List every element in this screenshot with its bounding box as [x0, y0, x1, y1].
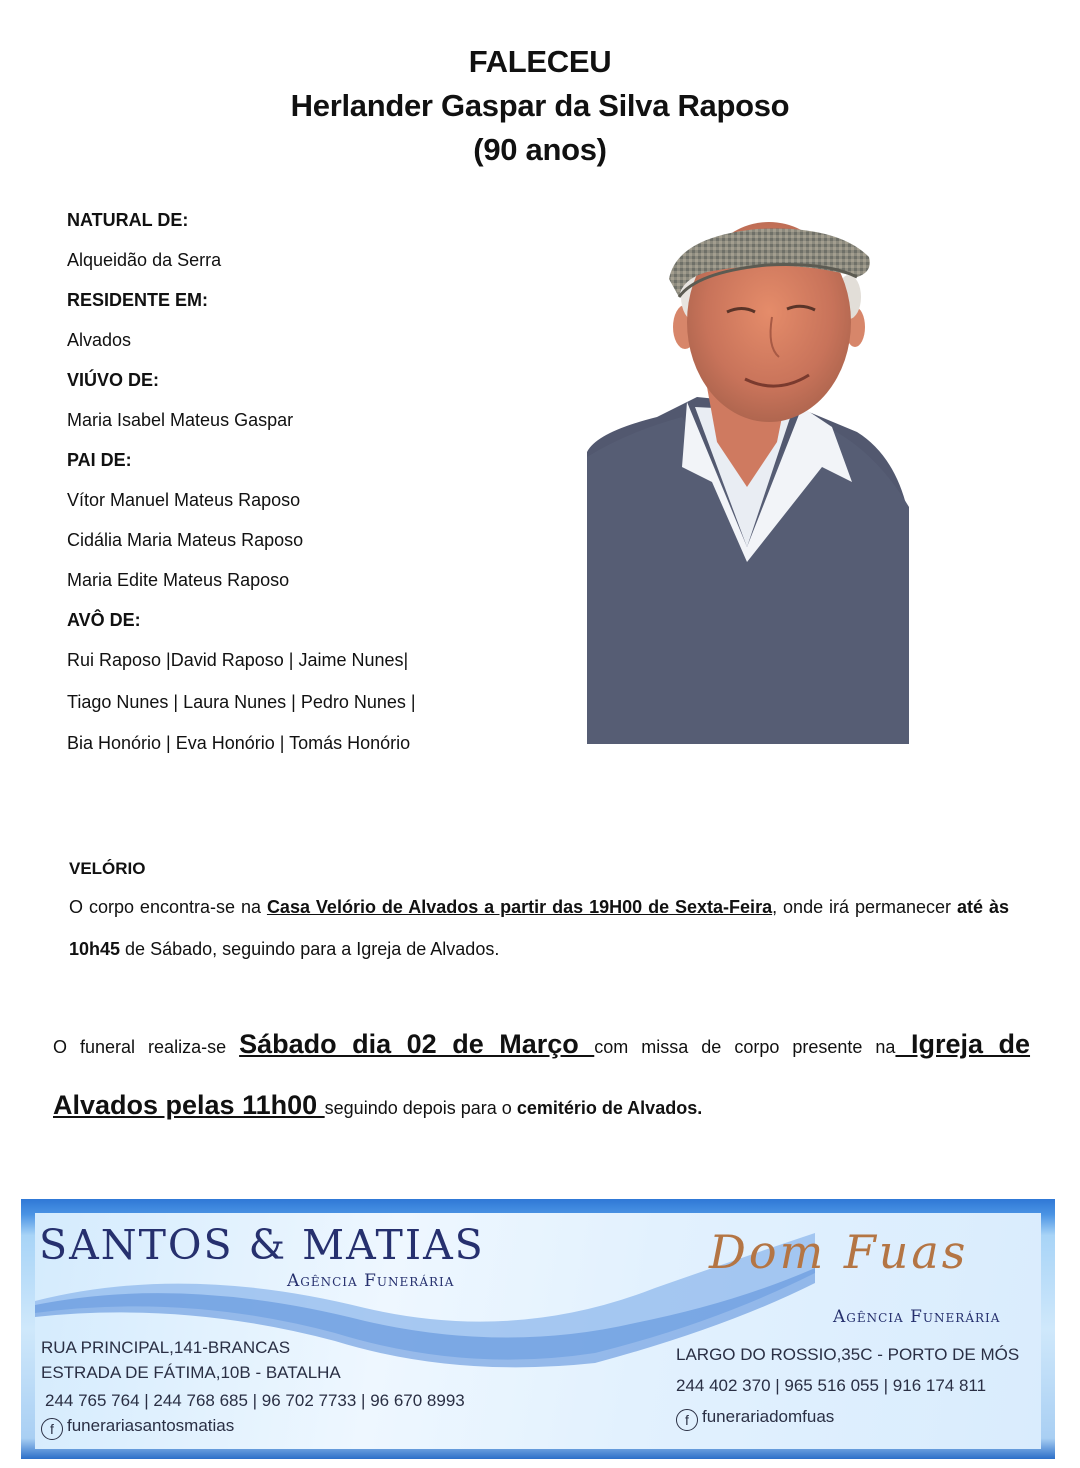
- funeral-agency-banner: [21, 1199, 1055, 1459]
- portrait-illustration: [587, 217, 909, 744]
- grandchildren-line: Bia Honório | Eva Honório | Tomás Honório: [67, 733, 411, 753]
- santos-address-1: RUA PRINCIPAL,141-BRANCAS: [41, 1338, 291, 1357]
- funeral-cemetery: cemitério de Alvados.: [516, 1098, 703, 1118]
- velorio-text-3: , onde irá permanecer: [772, 897, 958, 917]
- funeral-church: Igreja de: [895, 1029, 1031, 1059]
- child-item: Maria Edite Mateus Raposo: [67, 570, 290, 590]
- velorio-until-time: até às 10h45: [69, 897, 1010, 959]
- funeral-section: [53, 1015, 1030, 1137]
- funeral-text-line2: [53, 1076, 1030, 1137]
- santos-address-2: ESTRADA DE FÁTIMA,10B - BATALHA: [41, 1363, 341, 1382]
- dom-fuas-logo: Dom Fuas: [709, 1225, 969, 1279]
- viuvo-label: VIÚVO DE:: [67, 370, 160, 390]
- santos-matias-subtitle: Agência Funerária: [287, 1271, 455, 1291]
- velorio-section: [69, 852, 1009, 970]
- child-item: Cidália Maria Mateus Raposo: [67, 530, 304, 550]
- santos-facebook[interactable]: [41, 1413, 234, 1440]
- dom-fuas-subtitle: Agência Funerária: [833, 1307, 1001, 1327]
- domfuas-address: LARGO DO ROSSIO,35C - PORTO DE MÓS: [676, 1345, 1020, 1364]
- santos-phones: 244 765 764 | 244 768 685 | 96 702 7733 | 96 670 8993: [45, 1391, 465, 1410]
- velorio-title: VELÓRIO: [69, 859, 146, 878]
- domfuas-facebook[interactable]: [676, 1404, 834, 1431]
- velorio-text-1: O corpo encontra-se na: [69, 897, 267, 917]
- residente-value: Alvados: [67, 330, 132, 350]
- santos-facebook-handle: funerariasantosmatias: [67, 1416, 235, 1435]
- avo-label: AVÔ DE:: [67, 610, 141, 630]
- velorio-text-5: de Sábado, seguindo para a Igreja de Alvados.: [120, 939, 500, 959]
- natural-value: Alqueidão da Serra: [67, 250, 222, 270]
- viuvo-value: Maria Isabel Mateus Gaspar: [67, 410, 294, 430]
- facebook-icon: f: [676, 1409, 698, 1431]
- santos-matias-logo: SANTOS & MATIAS: [39, 1221, 485, 1269]
- portrait-photo: [587, 217, 909, 744]
- funeral-text: [53, 1015, 1030, 1076]
- domfuas-facebook-handle: funerariadomfuas: [702, 1407, 835, 1426]
- info-section: [67, 200, 547, 765]
- funeral-text-6: seguindo depois para o: [324, 1098, 517, 1118]
- facebook-icon: f: [41, 1418, 63, 1440]
- funeral-church-time: Alvados pelas 11h00: [53, 1090, 325, 1120]
- deceased-name: Herlander Gaspar da Silva Raposo: [290, 88, 790, 123]
- funeral-date: Sábado dia 02 de Março: [239, 1029, 595, 1059]
- header-title: FALECEU: [468, 44, 612, 79]
- pai-label: PAI DE:: [67, 450, 132, 470]
- natural-label: NATURAL DE:: [67, 210, 189, 230]
- grandchildren-line: Tiago Nunes | Laura Nunes | Pedro Nunes |: [67, 691, 416, 712]
- velorio-text: [69, 886, 1009, 970]
- residente-label: RESIDENTE EM:: [67, 290, 209, 310]
- grandchildren-line: Rui Raposo |David Raposo | Jaime Nunes|: [67, 650, 409, 670]
- deceased-age: (90 anos): [473, 132, 607, 167]
- velorio-location: Casa Velório de Alvados a partir das 19H00 de Sexta-Feira: [266, 897, 773, 917]
- child-item: Vítor Manuel Mateus Raposo: [67, 490, 301, 510]
- domfuas-phones: 244 402 370 | 965 516 055 | 916 174 811: [676, 1376, 987, 1395]
- obituary-header: [0, 40, 1080, 172]
- funeral-text-3: com missa de corpo presente na: [594, 1037, 896, 1057]
- funeral-text-1: O funeral realiza-se: [53, 1037, 240, 1057]
